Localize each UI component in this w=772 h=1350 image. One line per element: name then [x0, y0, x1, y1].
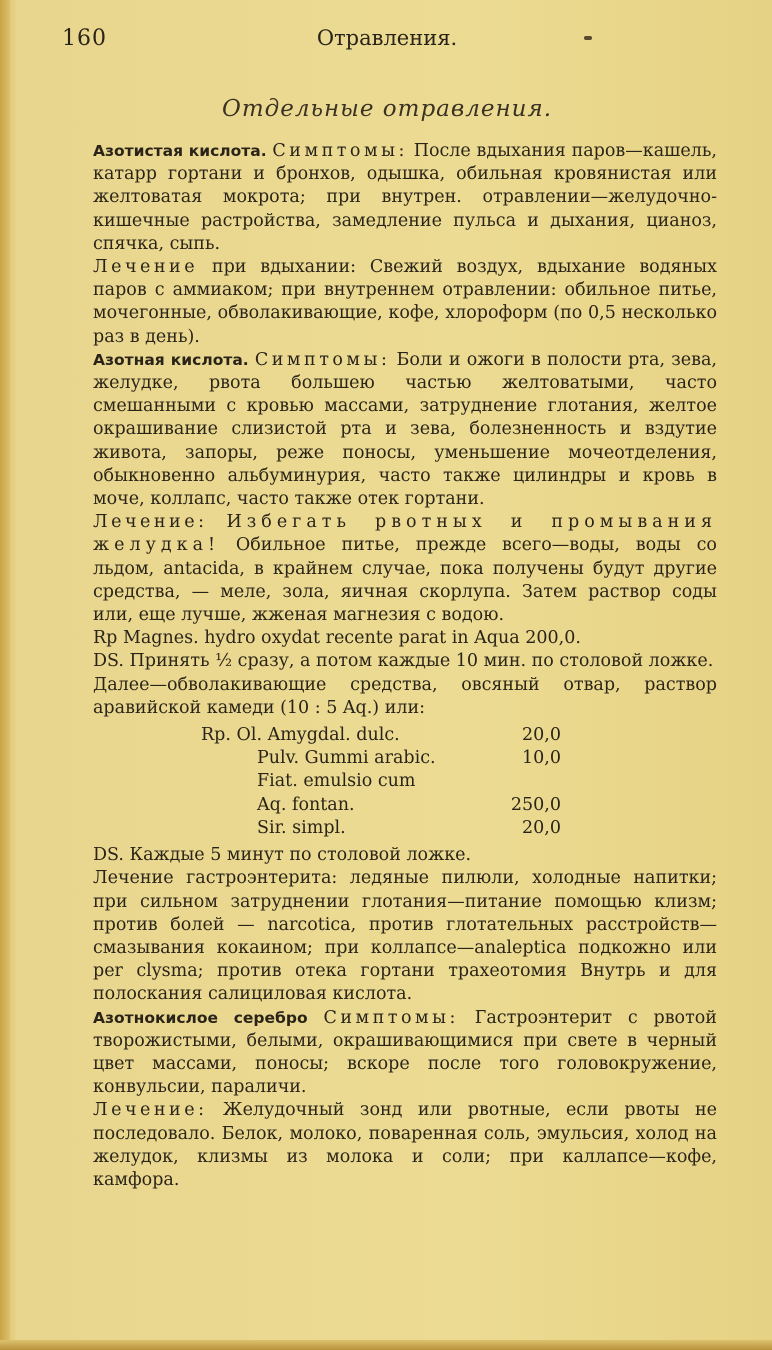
paragraph-text: Гастроэнтерит с рвотой творожистыми, белыми, окрашивающимися при свете в черный цвет массами, поносы; вскоре после того головокружение, конвульсии, параличи. [93, 1007, 717, 1098]
treatment-label: Лечение: [93, 512, 208, 533]
dosage-line: DS. Каждые 5 минут по столовой ложке. [93, 845, 472, 866]
recipe-amount: 20,0 [522, 817, 561, 838]
substance-heading: Азотная кислота. [93, 350, 249, 369]
paragraph-nitric-acid-symptoms [93, 349, 717, 511]
page-left-edge [0, 0, 10, 1350]
paragraph-nitrous-acid-symptoms [93, 140, 717, 256]
prescription-line: Rp Magnes. hydro oxydat recente parat in Aqua 200,0. [93, 628, 581, 649]
paragraph-gastroenteritis-treatment: Лечение гастроэнтерита: ледяные пилюли, холодные напитки; при сильном затруднении глотания—питание помощью клизм; против болей — narcotica, против глотательных расстройств—смазывания кокаином; при коллапсе—analeptica подкожно или per clysma; против отека гортани трахеотомия Внутрь и для полоскания салициловая кислота. [93, 868, 717, 1005]
prescription-table [201, 724, 717, 840]
recipe-ingredient: Rp. Ol. Amygdal. dulc. [201, 725, 400, 746]
substance-heading: Азотнокислое серебро [93, 1008, 308, 1027]
paragraph-nitrous-acid-treatment [93, 256, 717, 349]
recipe-ingredient: Sir. simpl. [257, 817, 346, 838]
substance-heading: Азотистая кислота. [93, 142, 267, 160]
dosage-line: DS. Принять ½ сразу, а потом каждые 10 мин. по столовой ложке. [93, 651, 714, 672]
page-body [93, 140, 717, 1192]
paragraph-further-treatment: Далее—обволакивающие средства, овсяный отвар, раствор аравийской камеди (10 : 5 Aq.) или: [93, 674, 717, 718]
paragraph-text: Желудочный зонд или рвотные, если рвоты не последовало. Белок, молоко, поваренная соль, эмульсия, холод на желудок, клизмы из молока и соли; при каллапсе—кофе, камфора. [93, 1100, 717, 1190]
recipe-ingredient: Fiat. emulsio cum [257, 771, 416, 792]
recipe-ingredient: Aq. fontan. [257, 794, 355, 815]
page-number: 160 [62, 26, 107, 51]
symptoms-label: Симптомы: [323, 1007, 459, 1028]
recipe-amount: 250,0 [510, 794, 561, 815]
recipe-amount [451, 770, 561, 793]
symptoms-label: Симптомы: [272, 141, 408, 161]
section-title: Отдельные отравления. [221, 96, 553, 122]
paragraph-silver-nitrate-symptoms [93, 1007, 717, 1100]
ink-spot [584, 36, 592, 40]
warning-text: Избегать рвотных и промывания желудка! [93, 512, 717, 556]
running-head: Отравления. [316, 26, 458, 50]
paragraph-text: Боли и ожоги в полости рта, зева, желудке, рвота большею частью желтоватыми, часто смешанными с кровью массами, затруднение глотания, желтое окрашивание слизистой рта и зева, болезненность и вздутие живота, запоры, реже поносы, уменьшение мочеотделения, обыкновенно альбуминурия, часто также цилиндры и кровь в моче, коллапс, часто также отек гортани. [93, 349, 717, 510]
paragraph-silver-nitrate-treatment [93, 1099, 717, 1192]
paragraph-text: Обильное питье, прежде всего—воды, воды со льдом, antacida, в крайнем случае, пока получены будут другие средства, — меле, зола, яичная скорлупа. Затем раствор соды или, еще лучше, жженая магнезия с водою. [93, 535, 717, 626]
symptoms-label: Симптомы: [254, 349, 391, 370]
paragraph-text: После вдыхания паров—кашель, катарр гортани и бронхов, одышка, обильная кровянистая или желтоватая мокрота; при внутрен. отравлении—желудочно-кишечные растройства, замедление пульса и дыхания, цианоз, спячка, сыпь. [93, 141, 717, 254]
recipe-ingredient: Pulv. Gummi arabic. [257, 748, 436, 769]
treatment-label: Лечение [93, 257, 199, 278]
page-bottom-edge [0, 1340, 772, 1350]
recipe-amount: 10,0 [522, 748, 561, 769]
paragraph-text: при вдыхании: Свежий воздух, вдыхание водяных паров с аммиаком; при внутреннем отравлении: обильное питье, мочегонные, обволакивающие, кофе, хлороформ (по 0,5 несколько раз в день). [93, 257, 717, 347]
page-header [62, 26, 712, 58]
treatment-label: Лечение: [93, 1100, 208, 1121]
paragraph-nitric-acid-treatment [93, 511, 717, 627]
recipe-amount: 20,0 [522, 725, 561, 746]
